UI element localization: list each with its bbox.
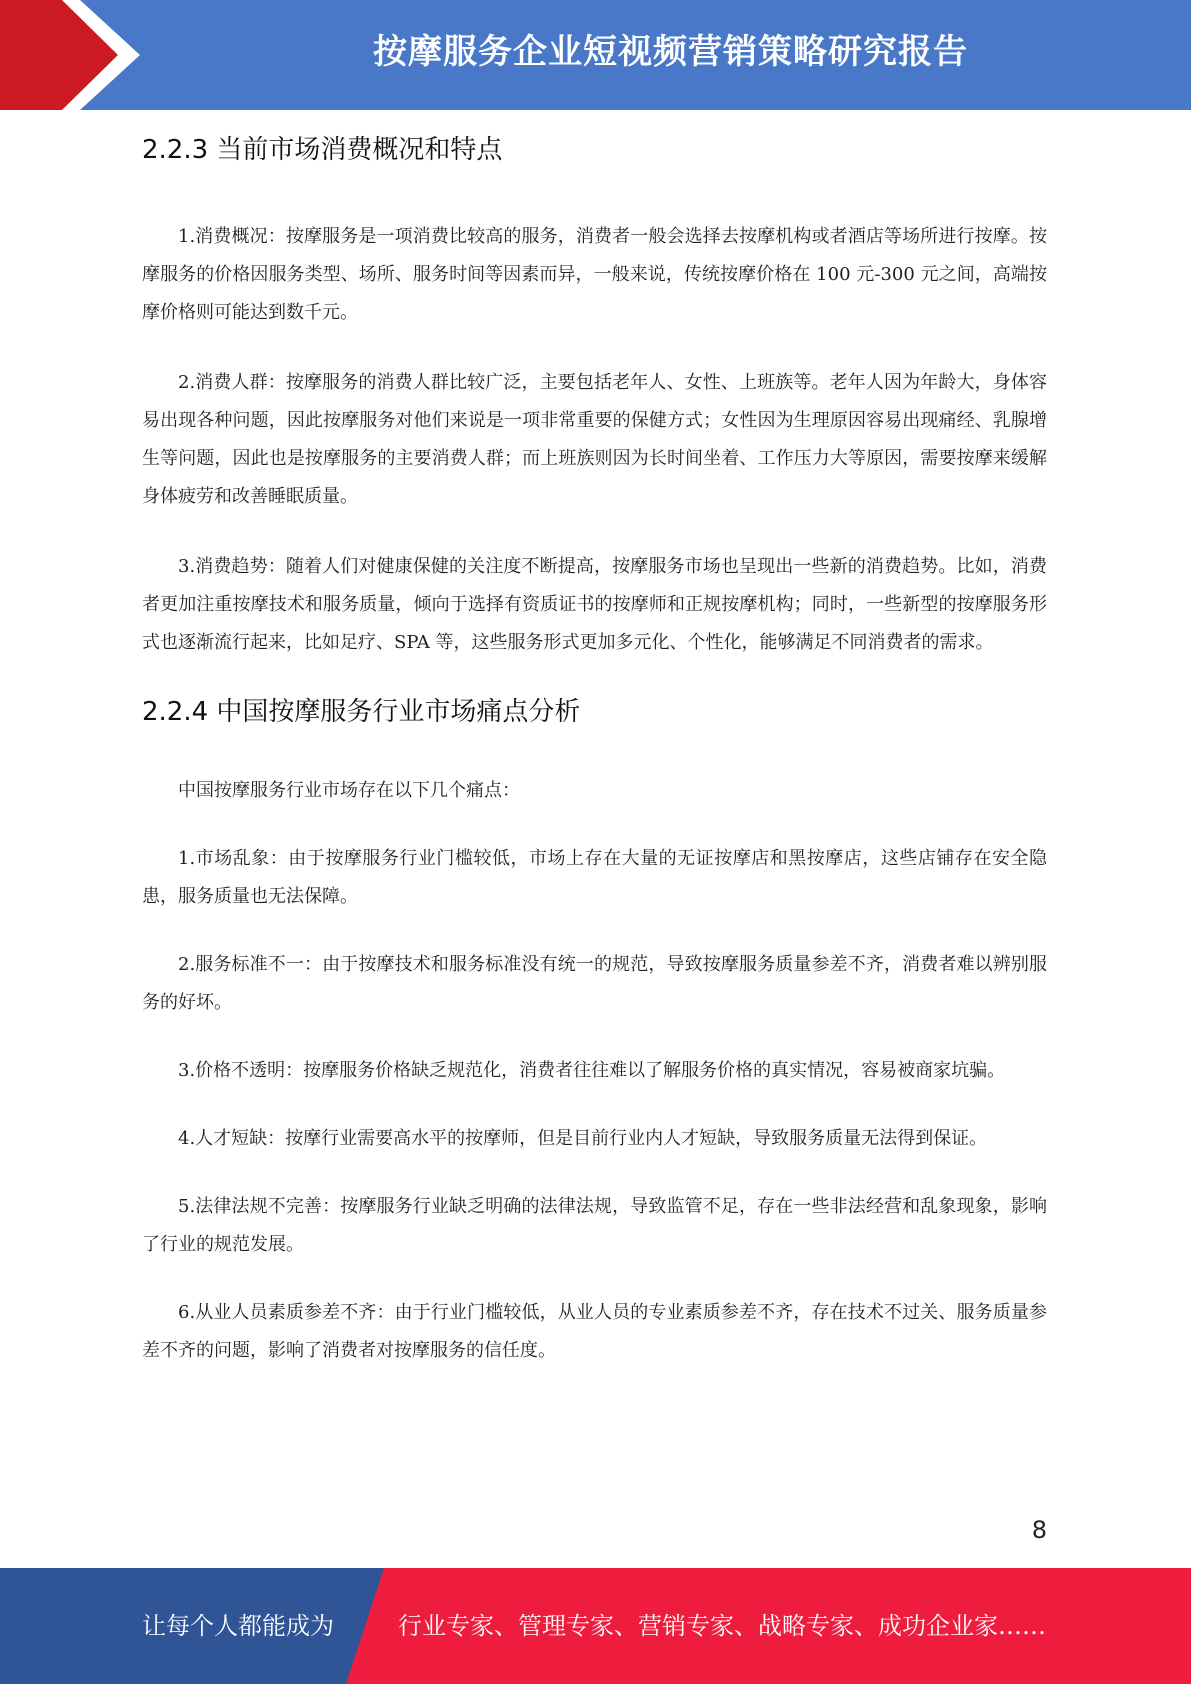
report-title: 按摩服务企业短视频营销策略研究报告 (373, 32, 968, 72)
paragraph: 中国按摩服务行业市场存在以下几个痛点： (178, 780, 520, 801)
page-header (0, 0, 1191, 110)
page-number: 8 (1031, 1516, 1047, 1544)
page-footer (0, 1568, 1191, 1684)
paragraph: 5.法律法规不完善：按摩服务行业缺乏明确的法律法规，导致监管不足，存在一些非法经营和乱象现象，影响了行业的规范发展。 (142, 1196, 1047, 1255)
footer-slogan-left: 让每个人都能成为 (142, 1612, 334, 1640)
section-heading-2-2-3: 2.2.3 当前市场消费概况和特点 (142, 135, 503, 165)
paragraph: 4.人才短缺：按摩行业需要高水平的按摩师，但是目前行业内人才短缺，导致服务质量无法得到保证。 (178, 1128, 988, 1149)
paragraph: 6.从业人员素质参差不齐：由于行业门槛较低，从业人员的专业素质参差不齐，存在技术不过关、服务质量参差不齐的问题，影响了消费者对按摩服务的信任度。 (142, 1302, 1047, 1361)
page-content (142, 130, 1047, 1370)
paragraph: 1.消费概况：按摩服务是一项消费比较高的服务，消费者一般会选择去按摩机构或者酒店等场所进行按摩。按摩服务的价格因服务类型、场所、服务时间等因素而异，一般来说，传统按摩价格在 100 元-300 元之间，高端按摩价格则可能达到数千元。 (142, 226, 1047, 323)
section-heading-2-2-4: 2.2.4 中国按摩服务行业市场痛点分析 (142, 697, 581, 727)
paragraph: 3.价格不透明：按摩服务价格缺乏规范化，消费者往往难以了解服务价格的真实情况，容易被商家坑骗。 (178, 1060, 1006, 1081)
paragraph: 2.服务标准不一：由于按摩技术和服务标准没有统一的规范，导致按摩服务质量参差不齐，消费者难以辨别服务的好坏。 (142, 954, 1047, 1013)
paragraph: 1.市场乱象：由于按摩服务行业门槛较低，市场上存在大量的无证按摩店和黑按摩店，这些店铺存在安全隐患，服务质量也无法保障。 (142, 848, 1047, 907)
header-chevron-decoration (0, 0, 150, 110)
paragraph: 2.消费人群：按摩服务的消费人群比较广泛，主要包括老年人、女性、上班族等。老年人因为年龄大，身体容易出现各种问题，因此按摩服务对他们来说是一项非常重要的保健方式；女性因为生理原因容易出现痛经、乳腺增生等问题，因此也是按摩服务的主要消费人群；而上班族则因为长时间坐着、工作压力大等原因，需要按摩来缓解身体疲劳和改善睡眠质量。 (142, 372, 1047, 507)
paragraph: 3.消费趋势：随着人们对健康保健的关注度不断提高，按摩服务市场也呈现出一些新的消费趋势。比如，消费者更加注重按摩技术和服务质量，倾向于选择有资质证书的按摩师和正规按摩机构；同时，一些新型的按摩服务形式也逐渐流行起来，比如足疗、SPA 等，这些服务形式更加多元化、个性化，能够满足不同消费者的需求。 (142, 556, 1047, 653)
footer-slogan-right: 行业专家、管理专家、营销专家、战略专家、成功企业家…… (398, 1612, 1046, 1640)
